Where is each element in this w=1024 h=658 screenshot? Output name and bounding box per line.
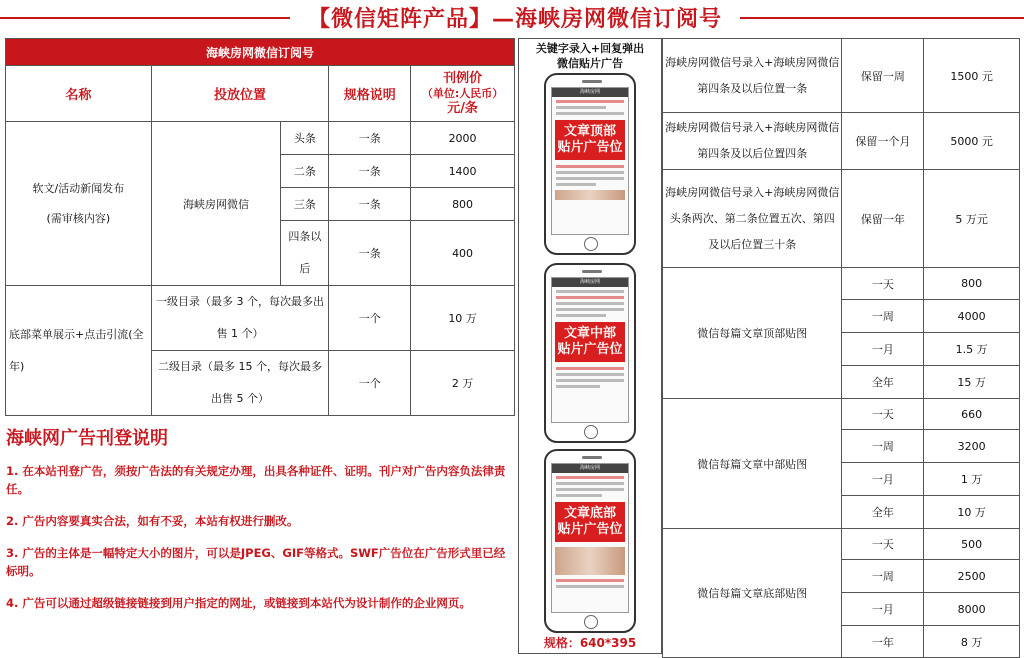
- table-cell-price: 400: [411, 221, 515, 286]
- table-cell-slot: 头条: [281, 122, 329, 155]
- ad-slot-top: [555, 120, 625, 160]
- home-button: [584, 425, 598, 439]
- table-cell-spec: 一个: [329, 286, 411, 351]
- note-item: 1. 在本站刊登广告，须按广告法的有关规定办理，出具各种证件、证明。刊户对广告内容负法律责任。: [6, 464, 506, 496]
- table-caption: 海峡房网微信订阅号: [6, 39, 515, 66]
- table-cell-price: 5 万元: [924, 170, 1020, 268]
- table-cell-price: 660: [924, 399, 1020, 430]
- table-cell-period: 一周: [842, 430, 924, 463]
- table-cell-period: 一周: [842, 300, 924, 333]
- phone-caption: [519, 41, 661, 71]
- ad-notes: [6, 424, 506, 626]
- group-top-patch: 微信每篇文章顶部贴图: [663, 268, 842, 399]
- phone-caption-line1: 关键字录入+回复弹出: [535, 42, 645, 55]
- screen-title: 海峡房网: [552, 278, 628, 287]
- table-cell-period: 一月: [842, 593, 924, 626]
- table-cell-desc: 海峡房网微信号录入+海峡房网微信第四条及以后位置一条: [663, 39, 842, 113]
- table-cell-desc: 海峡房网微信号录入+海峡房网微信第四条及以后位置四条: [663, 113, 842, 170]
- phone-speaker: [582, 80, 602, 83]
- table-cell-slot: 三条: [281, 188, 329, 221]
- table-cell-period: 一月: [842, 333, 924, 366]
- table-cell-price: 800: [924, 268, 1020, 300]
- header-rule-right: [740, 17, 1024, 19]
- phone-screen: [551, 463, 629, 613]
- group-name-line2: (需审核内容): [46, 211, 111, 225]
- table-cell-period: 一月: [842, 463, 924, 496]
- table-cell-slot: 二条: [281, 155, 329, 188]
- phone-speaker: [582, 270, 602, 273]
- phone-top-ad: [544, 73, 636, 255]
- group-mid-patch: 微信每篇文章中部贴图: [663, 399, 842, 529]
- phone-mid-ad: [544, 263, 636, 443]
- table-cell-price: 1 万: [924, 463, 1020, 496]
- col-header-name: 名称: [6, 66, 152, 122]
- note-item: 3. 广告的主体是一幅特定大小的图片，可以是JPEG、GIF等格式。SWF广告位在广告形式里已经标明。: [6, 546, 506, 578]
- table-cell-price: 4000: [924, 300, 1020, 333]
- screen-title: 海峡房网: [552, 88, 628, 97]
- col-header-spec: 规格说明: [329, 66, 411, 122]
- screen-title: 海峡房网: [552, 464, 628, 473]
- table-cell-price: 8000: [924, 593, 1020, 626]
- group-name-menu: 底部菜单展示+点击引流(全年): [6, 286, 152, 416]
- table-cell-spec: 一条: [329, 122, 411, 155]
- table-cell-spec: 一条: [329, 155, 411, 188]
- table-cell-period: 一天: [842, 399, 924, 430]
- table-cell-period: 全年: [842, 496, 924, 529]
- table-cell-price: 2 万: [411, 351, 515, 416]
- table-cell-desc: 一级目录（最多 3 个，每次最多出售 1 个）: [151, 286, 329, 351]
- col-header-price: [411, 66, 515, 122]
- group-bottom-patch: 微信每篇文章底部贴图: [663, 529, 842, 658]
- table-cell-period: 一天: [842, 529, 924, 560]
- table-cell-spec: 一条: [329, 221, 411, 286]
- home-button: [584, 237, 598, 251]
- ad-text: 贴片广告位: [557, 140, 623, 155]
- table-cell-price: 1400: [411, 155, 515, 188]
- table-cell-price: 2000: [411, 122, 515, 155]
- table-cell-price: 10 万: [924, 496, 1020, 529]
- table-cell-desc: 二级目录（最多 15 个，每次最多出售 5 个）: [151, 351, 329, 416]
- table-cell-period: 保留一个月: [842, 113, 924, 170]
- table-cell-price: 5000 元: [924, 113, 1020, 170]
- phone-screen: [551, 87, 629, 235]
- table-cell-slot: 四条以后: [281, 221, 329, 286]
- col-header-position: 投放位置: [151, 66, 329, 122]
- table-cell-desc: 海峡房网微信号录入+海峡房网微信头条两次、第二条位置五次、第四及以后位置三十条: [663, 170, 842, 268]
- price-title: 刊例价: [443, 71, 483, 86]
- table-cell-price: 8 万: [924, 626, 1020, 658]
- subscription-pricing-table: [5, 38, 515, 416]
- phone-speaker: [582, 456, 602, 459]
- ad-slot-bottom: [555, 502, 625, 542]
- table-cell-period: 保留一周: [842, 39, 924, 113]
- patch-ad-pricing-table: [662, 38, 1020, 658]
- home-button: [584, 615, 598, 629]
- note-item: 2. 广告内容要真实合法，如有不妥，本站有权进行删改。: [6, 514, 299, 528]
- table-cell-price: 1500 元: [924, 39, 1020, 113]
- article-image: [555, 190, 625, 200]
- table-cell-period: 保留一年: [842, 170, 924, 268]
- table-cell-price: 1.5 万: [924, 333, 1020, 366]
- group-name-line1: 软文/活动新闻发布: [32, 181, 125, 195]
- phone-mockup-column: [518, 38, 662, 654]
- table-cell-price: 2500: [924, 560, 1020, 593]
- table-cell-period: 全年: [842, 366, 924, 399]
- ad-text: 贴片广告位: [557, 522, 623, 537]
- note-item: 4. 广告可以通过超级链接链接到用户指定的网址，或链接到本站代为设计制作的企业网页。: [6, 596, 471, 610]
- table-cell-price: 3200: [924, 430, 1020, 463]
- table-cell-spec: 一个: [329, 351, 411, 416]
- position-wechat: 海峡房网微信: [151, 122, 281, 286]
- phone-screen: [551, 277, 629, 423]
- price-unit: （单位:人民币）: [421, 87, 504, 100]
- phone-caption-line2: 微信贴片广告: [557, 57, 623, 70]
- table-cell-price: 800: [411, 188, 515, 221]
- table-cell-price: 10 万: [411, 286, 515, 351]
- page-header: [0, 0, 1024, 36]
- banner-image: [555, 547, 625, 575]
- ad-text: 贴片广告位: [557, 342, 623, 357]
- table-cell-period: 一天: [842, 268, 924, 300]
- ad-slot-mid: [555, 322, 625, 362]
- ad-text: 文章中部: [563, 326, 616, 341]
- ad-text: 文章顶部: [563, 124, 616, 139]
- table-cell-price: 15 万: [924, 366, 1020, 399]
- group-name-article: [6, 122, 152, 286]
- price-suffix: 元/条: [447, 101, 478, 116]
- table-cell-period: 一年: [842, 626, 924, 658]
- phone-bottom-ad: [544, 449, 636, 633]
- table-cell-period: 一周: [842, 560, 924, 593]
- header-rule-left: [0, 17, 290, 19]
- ad-spec-label: 规格：640*395: [543, 636, 637, 650]
- notes-title: 海峡网广告刊登说明: [6, 428, 168, 449]
- page-title: 【微信矩阵产品】—海峡房网微信订阅号: [307, 7, 722, 32]
- ad-text: 文章底部: [563, 506, 616, 521]
- table-cell-spec: 一条: [329, 188, 411, 221]
- table-cell-price: 500: [924, 529, 1020, 560]
